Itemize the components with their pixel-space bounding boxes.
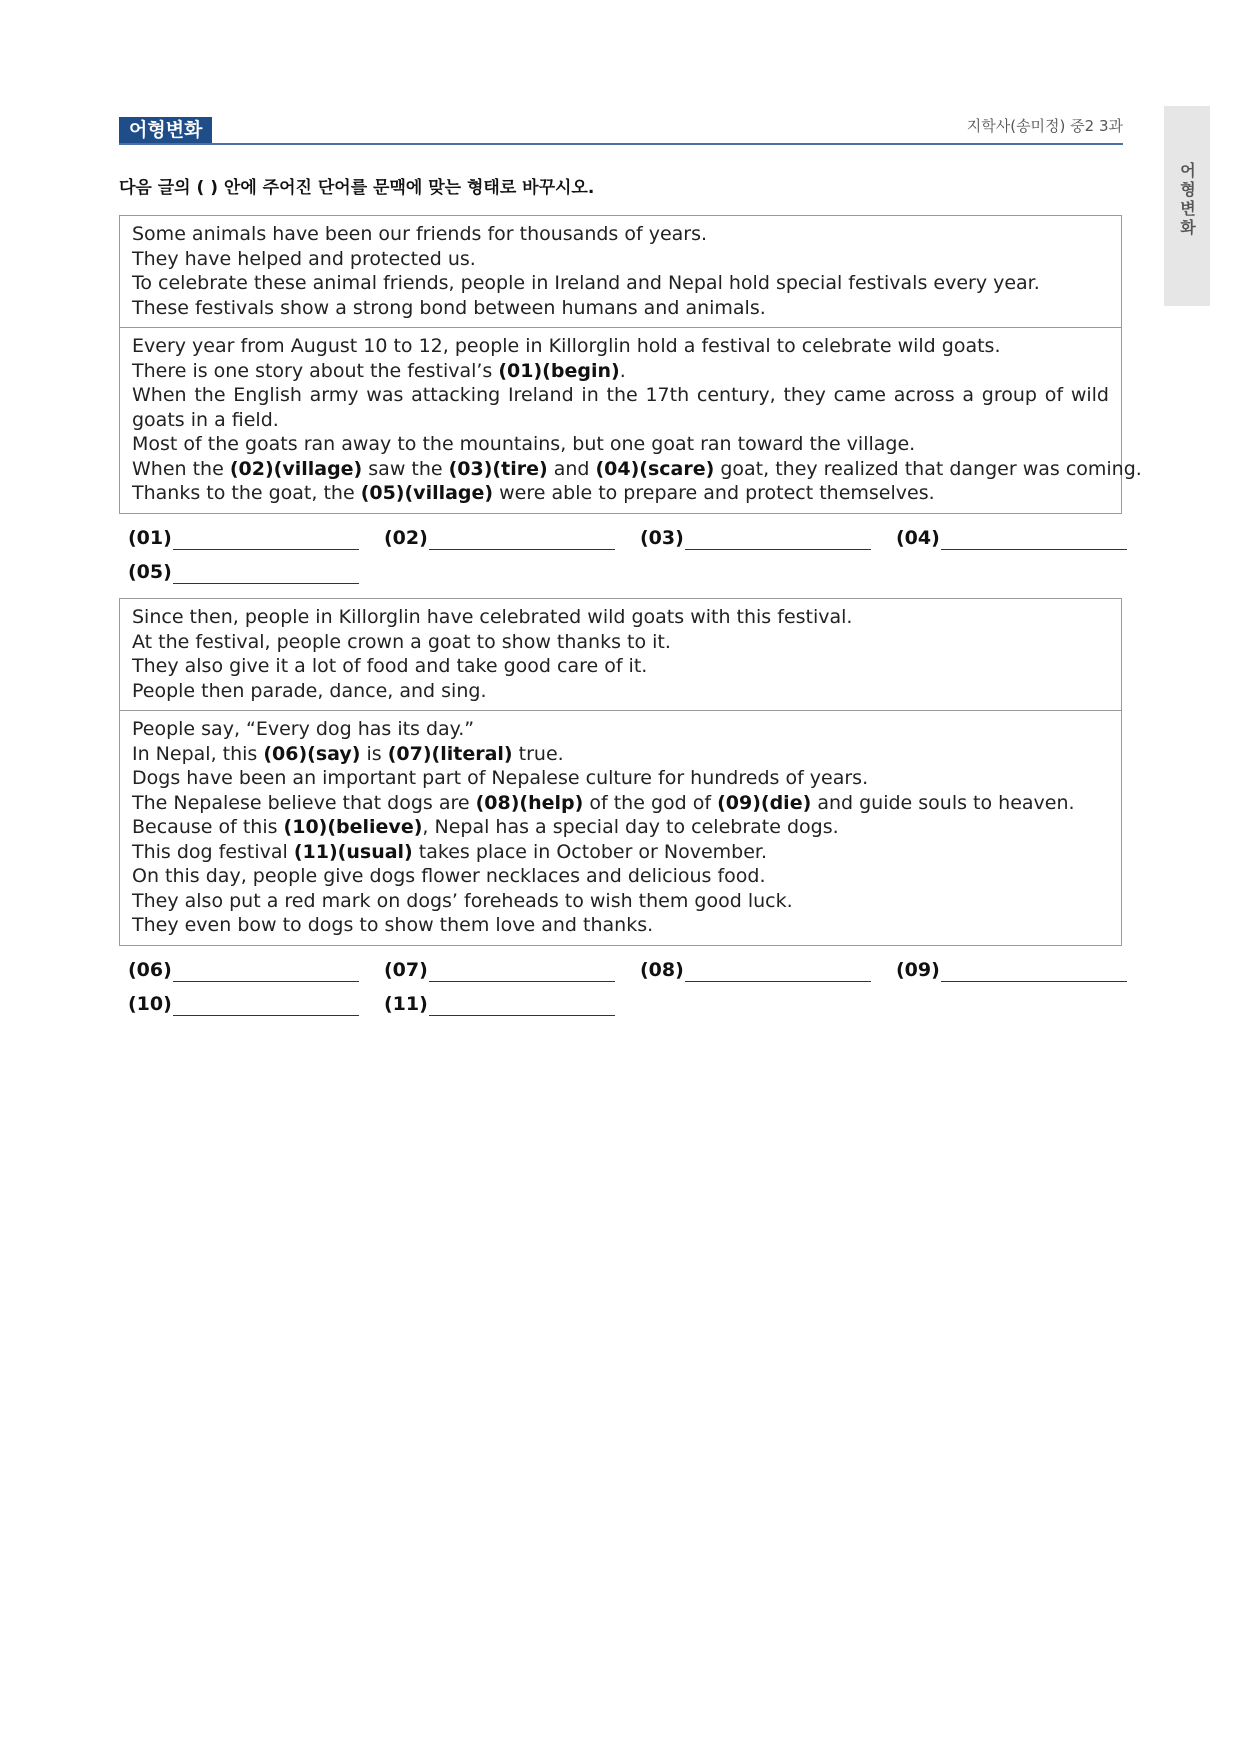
answer-group-2 (128, 958, 1128, 1026)
answer-blank-04[interactable]: (04) (896, 526, 1127, 550)
passage-line: Every year from August 10 to 12, people in Killorglin hold a festival to celebrate wild goats. (132, 335, 1001, 357)
blank-prompt-06: (06)(say) (263, 742, 361, 765)
passage-line: This dog festival (11)(usual) takes place in October or November. (132, 840, 768, 863)
passage-line: Some animals have been our friends for thousands of years. (132, 223, 708, 245)
answer-blank-09[interactable]: (09) (896, 958, 1127, 982)
passage-line: At the festival, people crown a goat to show thanks to it. (132, 630, 671, 653)
passage-line: They even bow to dogs to show them love and thanks. (132, 914, 654, 936)
passage-line: They have helped and protected us. (132, 247, 476, 270)
blank-prompt-08: (08)(help) (475, 791, 584, 814)
passage-line: To celebrate these animal friends, people in Ireland and Nepal hold special festivals every year. (132, 272, 1040, 294)
passage-line: When the (02)(village) saw the (03)(tire) and (04)(scare) goat, they realized that danger was coming. (132, 457, 1142, 480)
passage-line: There is one story about the festival’s (01)(begin). (132, 359, 626, 382)
textbook-info: 지학사(송미정) 중2 3과 (966, 117, 1123, 135)
passage-line: Thanks to the goat, the (05)(village) were able to prepare and protect themselves. (132, 482, 935, 504)
passage-line: Because of this (10)(believe), Nepal has a special day to celebrate dogs. (132, 816, 839, 838)
answer-blank-07[interactable]: (07) (384, 958, 615, 982)
passage-line: People then parade, dance, and sing. (132, 679, 487, 702)
passage-line: In Nepal, this (06)(say) is (07)(literal) true. (132, 742, 564, 765)
answer-blank-05[interactable]: (05) (128, 560, 359, 584)
answer-blank-01[interactable]: (01) (128, 526, 359, 550)
blank-prompt-01: (01)(begin) (498, 359, 620, 382)
blank-prompt-04: (04)(scare) (595, 457, 715, 480)
answer-blank-08[interactable]: (08) (640, 958, 871, 982)
passage-goat-story (120, 327, 1142, 513)
passage-line: Most of the goats ran away to the mountains, but one goat ran toward the village. (132, 433, 916, 455)
passage-box-2 (119, 598, 1122, 946)
answer-blank-10[interactable]: (10) (128, 992, 359, 1016)
instruction: 다음 글의 ( ) 안에 주어진 단어를 문맥에 맞는 형태로 바꾸시오. (119, 178, 595, 198)
answer-blank-06[interactable]: (06) (128, 958, 359, 982)
passage-nepal (120, 710, 1121, 945)
passage-line: On this day, people give dogs flower necklaces and delicious food. (132, 865, 766, 887)
answer-blank-11[interactable]: (11) (384, 992, 615, 1016)
passage-line: Dogs have been an important part of Nepalese culture for hundreds of years. (132, 767, 869, 789)
passage-killorglin (120, 599, 1121, 710)
passage-box-1 (119, 215, 1142, 514)
passage-line: These festivals show a strong bond between humans and animals. (132, 296, 766, 319)
blank-prompt-02: (02)(village) (229, 457, 363, 480)
passage-line: When the English army was attacking Ireland in the 17th century, they came across a group of wild goats in a field. (132, 384, 1109, 431)
blank-prompt-10: (10)(believe) (283, 816, 423, 838)
blank-prompt-03: (03)(tire) (448, 457, 548, 480)
passage-line: They also put a red mark on dogs’ foreheads to wish them good luck. (132, 889, 793, 912)
passage-line: People say, “Every dog has its day.” (132, 718, 475, 740)
section-badge: 어형변화 (119, 117, 212, 144)
blank-prompt-05: (05)(village) (360, 482, 494, 504)
passage-intro (120, 216, 1121, 327)
passage-line: Since then, people in Killorglin have celebrated wild goats with this festival. (132, 606, 853, 628)
answer-blank-03[interactable]: (03) (640, 526, 871, 550)
answer-blank-02[interactable]: (02) (384, 526, 615, 550)
header-divider (119, 143, 1123, 145)
answer-group-1 (128, 526, 1128, 594)
blank-prompt-09: (09)(die) (717, 791, 812, 814)
side-tab-label: 어형변화 (1177, 162, 1197, 238)
passage-line: They also give it a lot of food and take good care of it. (132, 655, 648, 677)
blank-prompt-07: (07)(literal) (387, 742, 513, 765)
passage-line: The Nepalese believe that dogs are (08)(help) of the god of (09)(die) and guide souls to heaven. (132, 791, 1075, 814)
blank-prompt-11: (11)(usual) (293, 840, 413, 863)
